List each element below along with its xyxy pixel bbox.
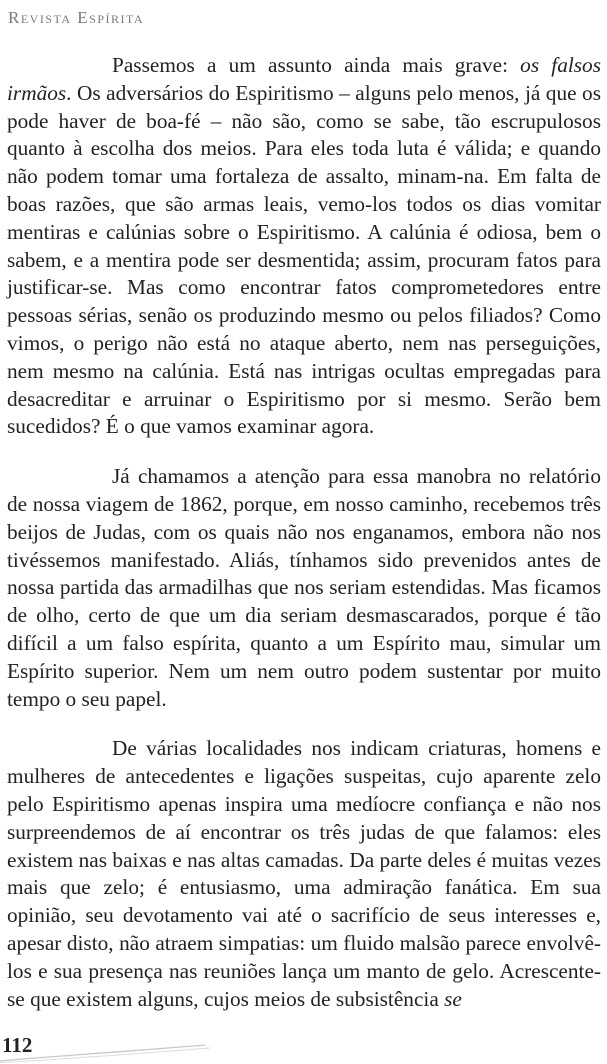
paragraph-1-text-after: . Os adversários do Espiritismo – alguns pelo menos, já que os pode haver de boa-fé – não são, como se sabe, tão escrupulosos quanto à escolha dos meios. Para eles toda luta é válida; e quando não podem tomar uma fortaleza de assalto, minam-na. Em falta de boas razões, que são armas leais, vemo-los todos os dias vomitar mentiras e calúnias sobre o Espiritismo. A calúnia é odiosa, bem o sabem, e a mentira pode ser desmentida; assim, procuram fatos para justificar-se. Mas como encontrar fatos comprometedores entre pessoas sérias, senão os produzindo mesmo ou pelos filiados? Como vimos, o perigo não está no ataque aberto, nem nas perseguições, nem mesmo na calúnia. Está nas intrigas ocultas empregadas para desacreditar e arruinar o Espiritismo por si mesmo. Serão bem sucedidos? É o que vamos examinar agora. <box>7 80 601 439</box>
paragraph-2-text: Já chamamos a atenção para essa manobra no relatório de nossa viagem de 1862, porque, em nosso caminho, recebemos três beijos de Judas, com os quais não nos enganamos, embora não nos tivéssemos manifestado. Aliás, tínhamos sido prevenidos antes de nossa partida das armadilhas que nos seriam estendidas. Mas ficamos de olho, certo de que um dia seriam desmascarados, porque é tão difícil a um falso espírita, quanto a um Espírito mau, simular um Espírito superior. Nem um nem outro podem sustentar por muito tempo o seu papel. <box>7 464 601 711</box>
page-body <box>7 52 601 1035</box>
paragraph-3-text-before: De várias localidades nos indicam criaturas, homens e mulheres de antecedentes e ligações suspeitas, cujo aparente zelo pelo Espiritismo apenas inspira uma medíocre confiança e não nos surpreendemos de aí encontrar os três judas de que falamos: eles existem nas baixas e nas altas camadas. Da parte deles é muitas vezes mais que zelo; é entusiasmo, uma admiração fanática. Em sua opinião, seu devotamento vai até o sacrifício de seus interesses e, apesar disto, não atraem simpatias: um fluido malsão parece envolvê-los e sua presença nas reuniões lança um manto de gelo. Acrescente-se que existem alguns, cujos meios de subsistência <box>7 736 601 1011</box>
paragraph-2 <box>7 463 601 713</box>
paragraph-1-emphasis: os falsos irmãos <box>7 53 601 105</box>
paragraph-3-emphasis: se <box>444 986 462 1011</box>
paragraph-1 <box>7 52 601 441</box>
paragraph-3 <box>7 735 601 1013</box>
page-footer <box>0 1025 607 1064</box>
page-swoosh-ornament <box>0 1025 220 1064</box>
paragraph-1-text-before: Passemos a um assunto ainda mais grave: <box>112 53 521 77</box>
page-number: 112 <box>2 1033 33 1057</box>
running-header: Revista Espírita <box>8 8 145 27</box>
